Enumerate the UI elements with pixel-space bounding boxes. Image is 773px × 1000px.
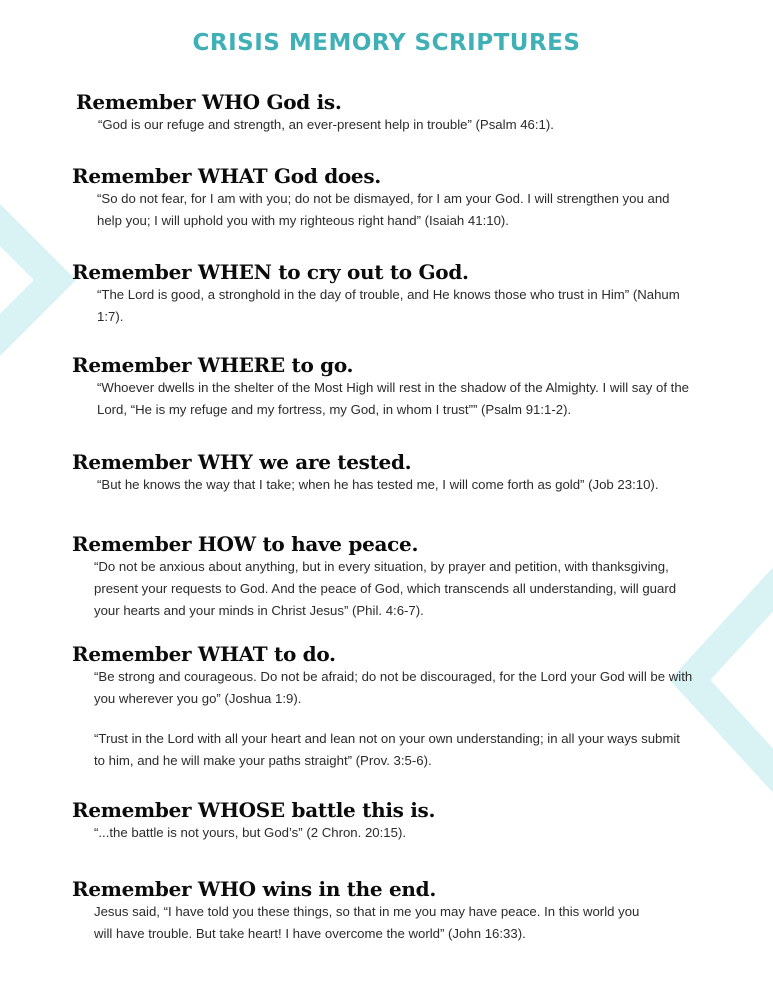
- scripture-text: “So do not fear, for I am with you; do not be dismayed, for I am your God. I will strengthen you and help you; I will uphold you with my righteous right hand” (Isaiah 41:10).: [97, 191, 670, 228]
- section-heading: Remember WHAT God does.: [72, 164, 381, 188]
- section-heading: Remember WHAT to do.: [72, 642, 336, 666]
- section-who-wins: [72, 877, 721, 945]
- section-heading: Remember WHOSE battle this is.: [72, 798, 436, 822]
- section-what-to-do: [72, 642, 721, 772]
- scripture-text: “But he knows the way that I take; when he has tested me, I will come forth as gold” (Job 23:10).: [97, 477, 659, 492]
- scripture-text: “Be strong and courageous. Do not be afraid; do not be discouraged, for the Lord your God will be with you wherever you go” (Joshua 1:9).: [94, 669, 693, 706]
- scripture-text: “...the battle is not yours, but God’s” (2 Chron. 20:15).: [94, 825, 407, 840]
- left-chevron-decoration: [0, 195, 55, 365]
- scripture-text: “God is our refuge and strength, an ever-present help in trouble” (Psalm 46:1).: [98, 117, 554, 132]
- section-where-to-go: [72, 353, 721, 421]
- section-how-to-have-peace: [72, 532, 721, 622]
- scripture-text: “Do not be anxious about anything, but in every situation, by prayer and petition, with thanksgiving, present your requests to God. And the peace of God, which transcends all understanding, will guard your hearts and your minds in Christ Jesus” (Phil. 4:6-7).: [94, 559, 677, 618]
- section-what-god-does: [72, 164, 721, 232]
- scripture-text: “Trust in the Lord with all your heart and lean not on your own understanding; in all your ways submit to him, and he will make your paths straight” (Prov. 3:5-6).: [94, 731, 680, 768]
- section-whose-battle: [72, 798, 721, 844]
- section-heading: Remember WHO wins in the end.: [72, 877, 437, 901]
- scripture-text: “Whoever dwells in the shelter of the Most High will rest in the shadow of the Almighty. I will say of the Lord, “He is my refuge and my fortress, my God, in whom I trust”” (Psalm 91:1-2).: [97, 380, 689, 417]
- section-heading: Remember WHEN to cry out to God.: [72, 260, 469, 284]
- section-heading: Remember WHY we are tested.: [72, 450, 412, 474]
- section-heading: Remember WHO God is.: [76, 90, 342, 114]
- section-why-tested: [72, 450, 721, 496]
- page-title: CRISIS MEMORY SCRIPTURES: [192, 30, 581, 56]
- section-when-to-cry-out: [72, 260, 721, 328]
- scripture-text: “The Lord is good, a stronghold in the day of trouble, and He knows those who trust in Him” (Nahum 1:7).: [97, 287, 680, 324]
- section-who-god-is: [76, 90, 721, 136]
- section-heading: Remember HOW to have peace.: [72, 532, 419, 556]
- scripture-text: Jesus said, “I have told you these things, so that in me you may have peace. In this world you will have trouble. But take heart! I have overcome the world” (John 16:33).: [94, 904, 640, 941]
- section-heading: Remember WHERE to go.: [72, 353, 354, 377]
